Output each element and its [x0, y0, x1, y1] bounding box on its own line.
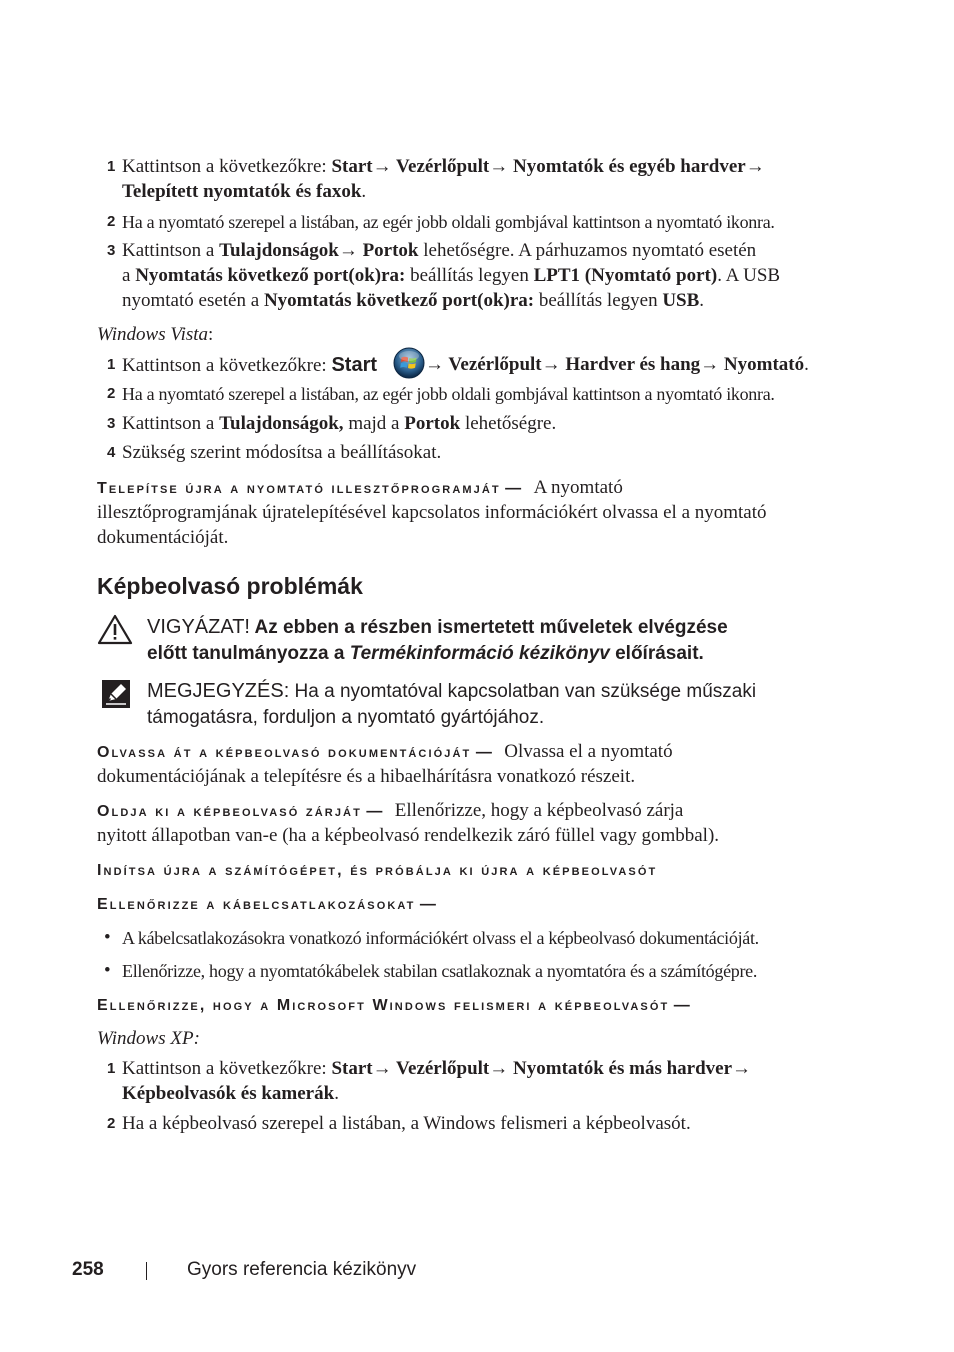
step-text: Ha a nyomtató szerepel a listában, az egér jobb oldali gombjával kattintson a nyomtató ikonra.: [122, 384, 775, 404]
topic-heading: Ellenőrizze a kábelcsatlakozásokat —: [97, 896, 436, 913]
paragraph-line: nyitott állapotban van-e (ha a képbeolvasó rendelkezik záró füllel vagy gombbal).: [97, 825, 720, 846]
step-text-cont: a Nyomtatás következő port(ok)ra: beállítás legyen LPT1 (Nyomtató port). A USB: [122, 265, 781, 286]
note-pencil-icon: [102, 680, 130, 708]
bullet-text: A kábelcsatlakozásokra vonatkozó információkért olvass el a képbeolvasó dokumentációját.: [122, 928, 759, 948]
step-text: Kattintson a Tulajdonságok→ Portok lehetőségre. A párhuzamos nyomtató esetén: [122, 240, 757, 261]
paragraph-line: dokumentációját.: [97, 527, 229, 548]
step-number: 1: [107, 1060, 116, 1077]
step-text: Kattintson a Tulajdonságok, majd a Portok lehetőségre.: [122, 413, 557, 434]
step-text: Kattintson a következőkre: Start→ Vezérlőpult→ Nyomtatók és egyéb hardver→: [122, 156, 765, 177]
footer-divider: [146, 1262, 147, 1280]
topic-heading: Ellenőrizze, hogy a Microsoft Windows felismeri a képbeolvasót —: [97, 997, 690, 1014]
step-number: 2: [107, 1115, 116, 1132]
footer-title: Gyors referencia kézikönyv: [187, 1259, 417, 1280]
step-text-cont: nyomtató esetén a Nyomtatás következő port(ok)ra: beállítás legyen USB.: [122, 290, 705, 311]
step-number: 2: [107, 385, 116, 402]
step-number: 1: [107, 356, 116, 373]
page-number: 258: [72, 1259, 104, 1280]
step-number: 4: [107, 444, 116, 461]
caution-text: VIGYÁZAT! Az ebben a részben ismertetett műveletek elvégzése: [147, 616, 728, 638]
paragraph-line: illesztőprogramjának újratelepítésével kapcsolatos információkért olvassa el a nyomtató: [97, 502, 767, 523]
step-text: Kattintson a következőkre: Start: [122, 354, 378, 376]
step-text-cont: → Vezérlőpult→ Hardver és hang→ Nyomtató.: [425, 354, 809, 375]
note-text: MEGJEGYZÉS: Ha a nyomtatóval kapcsolatban van szüksége műszaki: [147, 680, 757, 702]
topic-heading: Telepítse újra a nyomtató illesztőprogramját — A nyomtató: [97, 477, 623, 498]
step-text: Szükség szerint módosítsa a beállításokat.: [122, 442, 442, 463]
os-label: Windows Vista:: [97, 324, 214, 345]
bullet-text: Ellenőrizze, hogy a nyomtatókábelek stabilan csatlakoznak a nyomtatóra és a számítógépre.: [122, 961, 758, 981]
os-label: Windows XP:: [97, 1028, 200, 1049]
step-text: Ha a képbeolvasó szerepel a listában, a Windows felismeri a képbeolvasót.: [122, 1113, 691, 1134]
windows-start-orb-icon: [393, 347, 425, 379]
paragraph-line: dokumentációjának a telepítésre és a hibaelhárításra vonatkozó részeit.: [97, 766, 636, 787]
step-text: Kattintson a következőkre: Start→ Vezérlőpult→ Nyomtatók és más hardver→: [122, 1058, 752, 1079]
warning-triangle-icon: [97, 614, 133, 645]
topic-heading: Olvassa át a képbeolvasó dokumentációját — Olvassa el a nyomtató: [97, 741, 673, 762]
bullet: •: [104, 960, 111, 981]
step-text-cont: Képbeolvasók és kamerák.: [122, 1083, 339, 1104]
topic-heading: Oldja ki a képbeolvasó zárját — Ellenőrizze, hogy a képbeolvasó zárja: [97, 800, 684, 821]
step-number: 2: [107, 213, 116, 230]
caution-text-cont: előtt tanulmányozza a Termékinformáció kézikönyv előírásait.: [147, 643, 704, 664]
section-title: Képbeolvasó problémák: [97, 573, 363, 599]
step-text: Ha a nyomtató szerepel a listában, az egér jobb oldali gombjával kattintson a nyomtató ikonra.: [122, 212, 775, 232]
step-number: 3: [107, 242, 116, 259]
step-number: 1: [107, 158, 116, 175]
step-number: 3: [107, 415, 116, 432]
step-text-cont: Telepített nyomtatók és faxok.: [122, 181, 367, 202]
topic-heading: Indítsa újra a számítógépet, és próbálja ki újra a képbeolvasót: [97, 862, 658, 879]
bullet: •: [104, 927, 111, 948]
note-text-cont: támogatásra, forduljon a nyomtató gyártójához.: [147, 707, 545, 728]
